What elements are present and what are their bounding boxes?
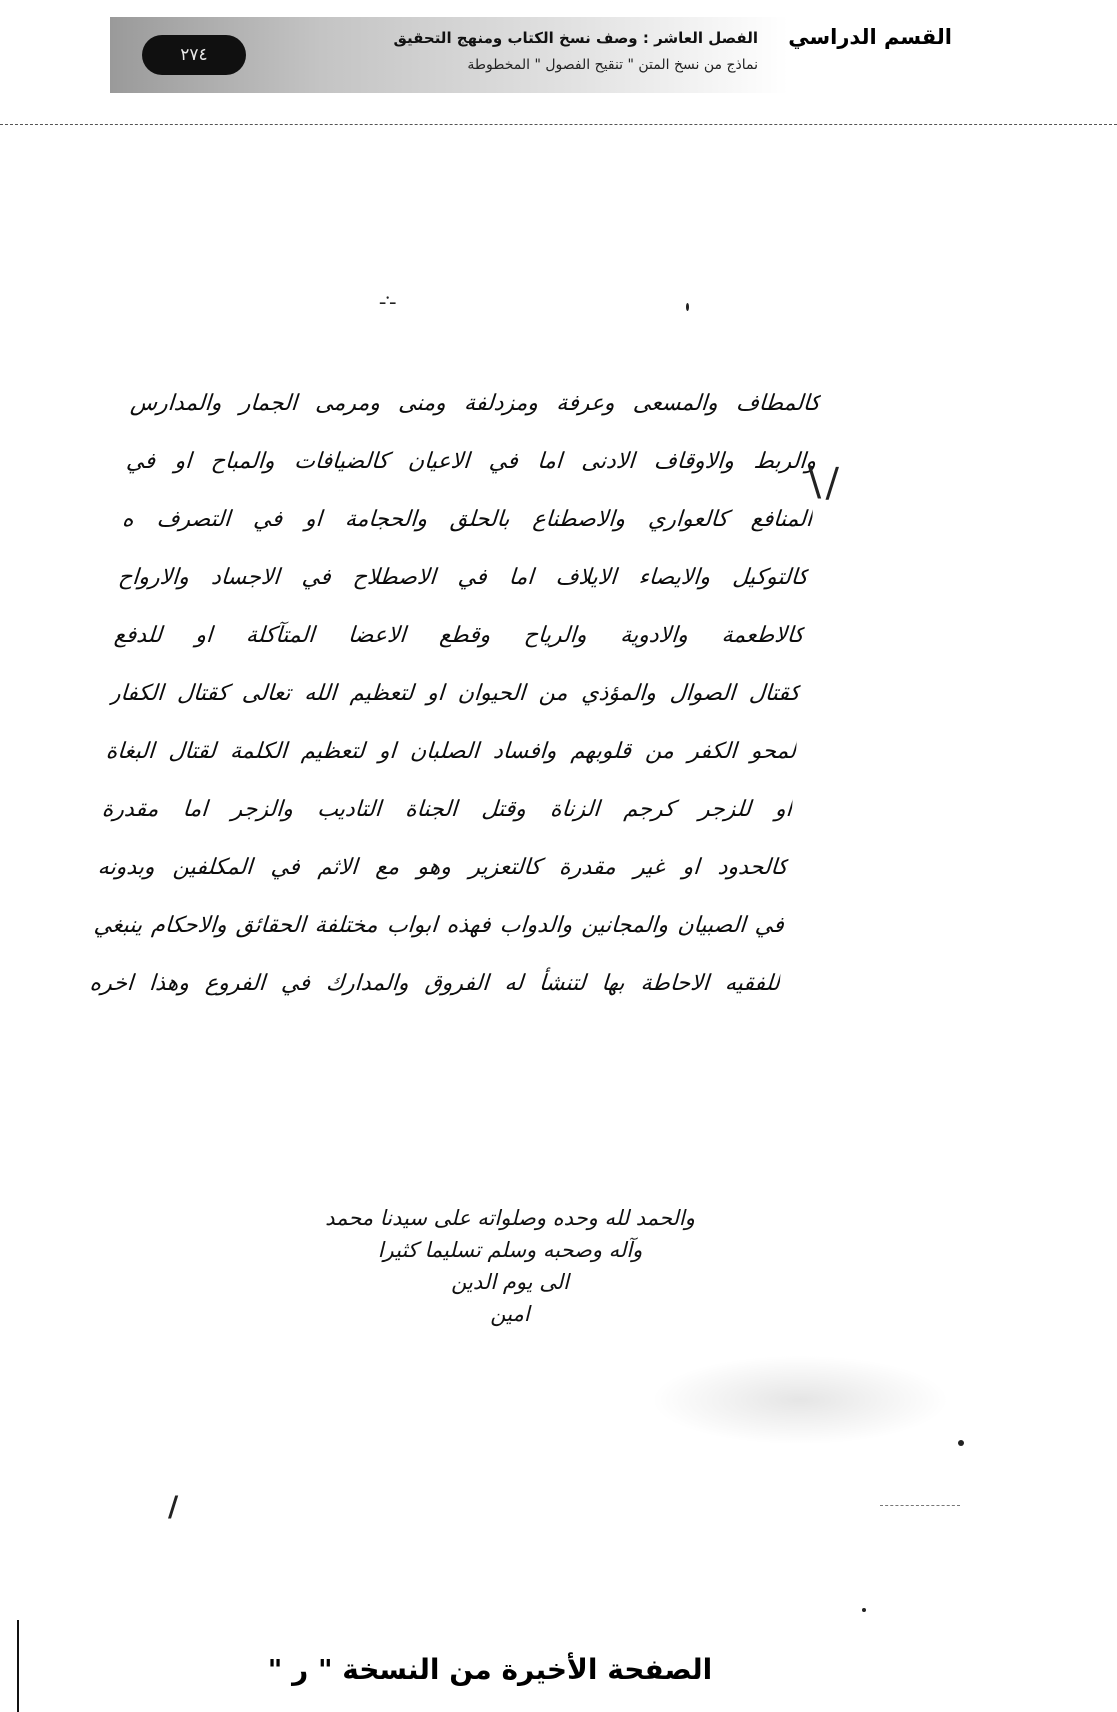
scan-left-edge — [17, 1620, 19, 1712]
colophon-line: امين — [490, 1302, 530, 1326]
header-divider — [0, 124, 1117, 125]
colophon-line: وآله وصحبه وسلم تسليما كثيرا — [377, 1238, 643, 1262]
header-section-title: القسم الدراسي — [788, 25, 952, 49]
ink-speck — [958, 1440, 964, 1446]
ink-speck — [686, 303, 689, 311]
manuscript-line: كالحدود او غير مقدرة كالتعزير وهو مع الاثم في المكلفين وبدونه — [96, 855, 789, 880]
manuscript-line: كالتوكيل والايصاء الايلاف اما في الاصطلاح في الاجساد والارواح — [117, 565, 810, 590]
colophon-line: الى يوم الدين — [451, 1270, 569, 1294]
manuscript-line: والربط والاوقاف الادنى اما في الاعيان كالضيافات والمباح او في — [125, 449, 818, 474]
colophon-line: والحمد لله وحده وصلواته على سيدنا محمد — [325, 1206, 695, 1230]
manuscript-line: كالاطعمة والادوية والرياح وقطع الاعضا المتآكلة او للدفع — [113, 623, 805, 648]
header-chapter-title: الفصل العاشر : وصف نسخ الكتاب ومنهج التحقيق — [393, 29, 758, 47]
ink-speck — [862, 1608, 866, 1612]
manuscript-line: او للزجر كرجم الزناة وقتل الجناة التاديب والزجر اما مقدرة — [101, 797, 793, 822]
header-banner — [110, 17, 958, 93]
margin-mark: ∖∕ — [800, 460, 839, 506]
scan-smudge — [650, 1355, 950, 1445]
manuscript-line: في الصبيان والمجانين والدواب فهذه ابواب مختلفة الحقائق والاحكام ينبغي — [92, 913, 785, 938]
page-caption: الصفحة الأخيرة من النسخة " ر " — [267, 1653, 713, 1686]
header-subtitle: نماذج من نسخ المتن " تنقيح الفصول " المخطوطة — [467, 57, 758, 73]
scan-edge-line — [880, 1505, 960, 1506]
manuscript-line: لمحو الكفر من قلوبهم وافساد الصلبان او لتعظيم الكلمة لقتال البغاة — [105, 739, 797, 764]
ink-smudge: ـ⸱ـ — [380, 288, 396, 309]
manuscript-line: المنافع كالعواري والاصطناع بالحلق والحجامة او في التصرف ه — [121, 507, 814, 532]
ink-stroke: / — [168, 1490, 179, 1523]
page-number: ٢٧٤ — [142, 35, 246, 75]
manuscript-line: كالمطاف والمسعى وعرفة ومزدلفة ومنى ومرمى الجمار والمدارس — [129, 391, 822, 416]
manuscript-line: كقتال الصوال والمؤذي من الحيوان او لتعظيم الله تعالى كقتال الكفار — [109, 681, 801, 706]
manuscript-line: للفقيه الاحاطة بها لتنشأ له الفروق والمدارك في الفروع وهذا اخره — [88, 971, 781, 996]
colophon — [260, 1202, 760, 1330]
manuscript-text — [88, 375, 823, 1013]
